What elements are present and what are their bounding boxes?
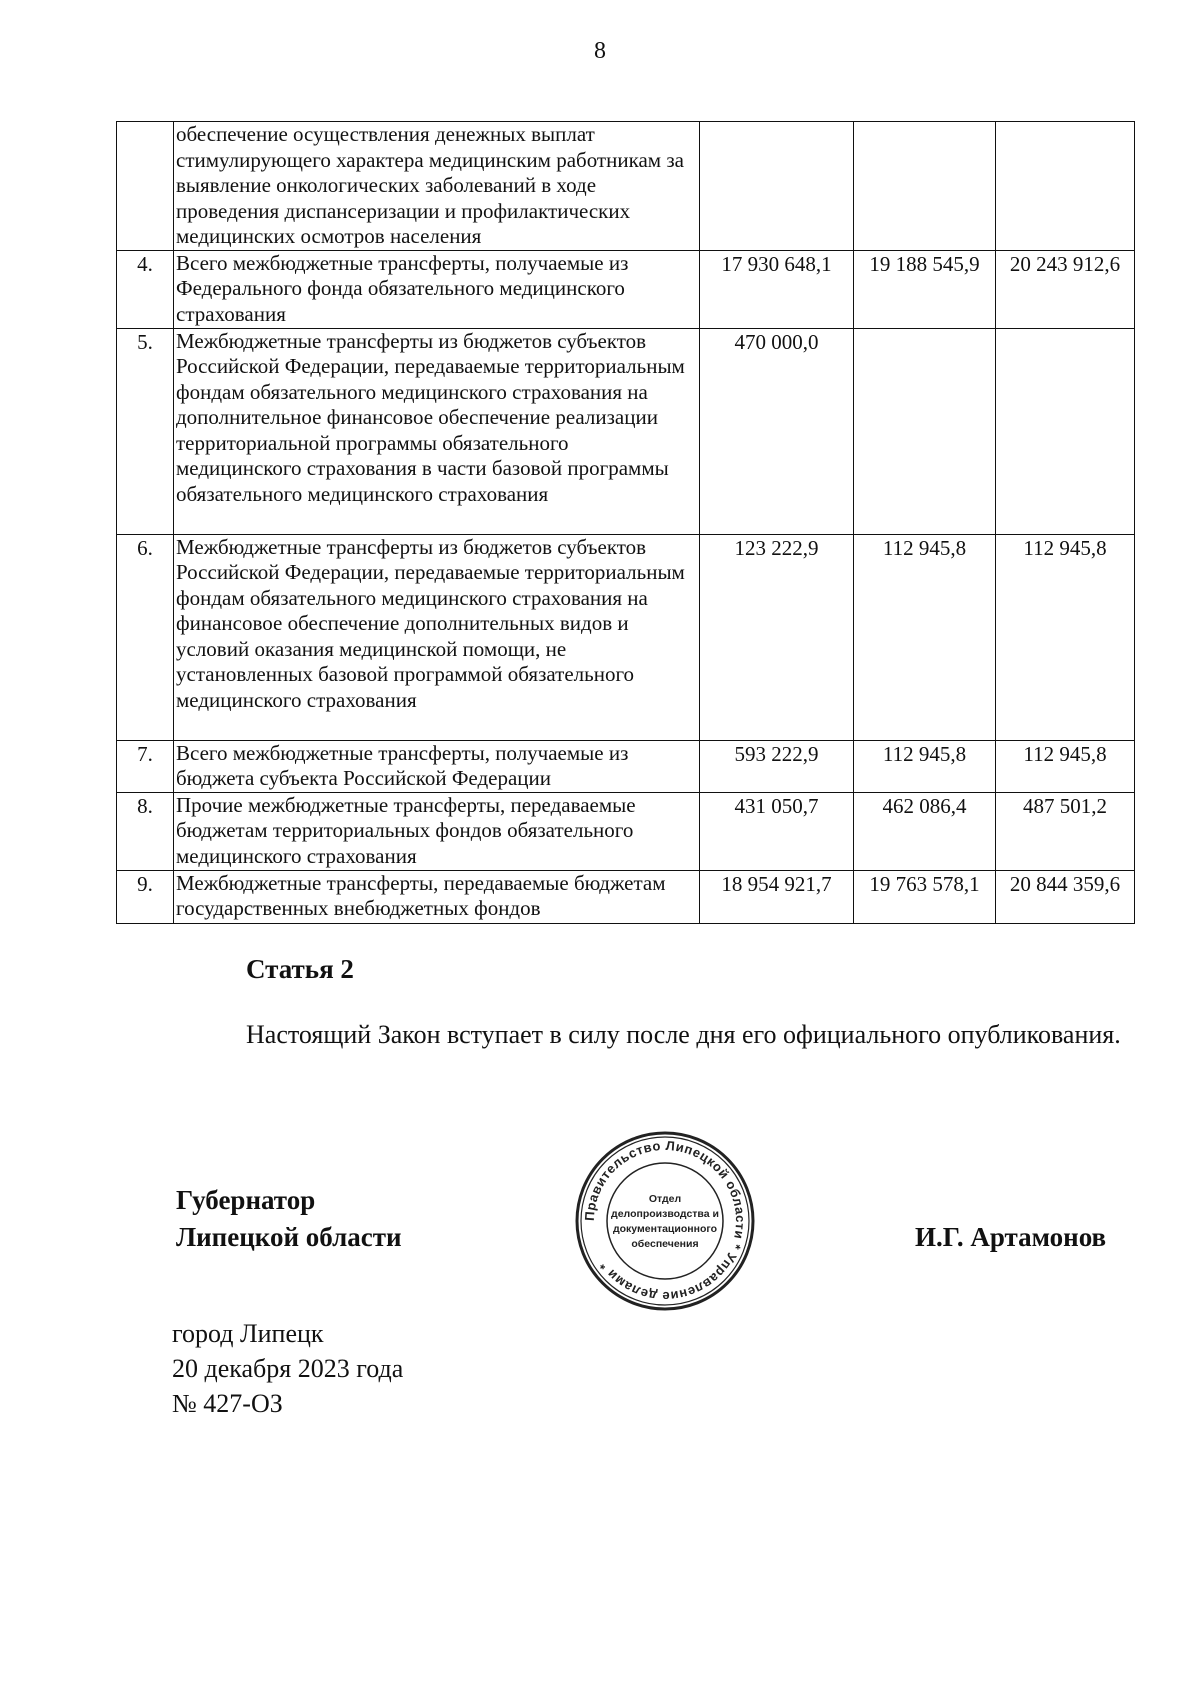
row-value-1 (700, 122, 854, 251)
row-value-3: 487 501,2 (996, 792, 1135, 870)
row-value-2: 19 763 578,1 (854, 870, 996, 923)
row-description: Прочие межбюджетные трансферты, передаваемые бюджетам территориальных фондов обязательного медицинского страхования (174, 792, 700, 870)
table-row (117, 250, 1135, 328)
official-seal-stamp (574, 1130, 756, 1312)
row-number: 4. (117, 250, 174, 328)
row-number (117, 122, 174, 251)
transfers-table (116, 121, 1135, 924)
table-row (117, 870, 1135, 923)
signing-place: город Липецк (172, 1319, 324, 1348)
seal-inner-line2: делопроизводства и (611, 1208, 719, 1220)
row-number: 6. (117, 534, 174, 740)
row-value-2: 462 086,4 (854, 792, 996, 870)
table-row (117, 122, 1135, 251)
row-value-2 (854, 328, 996, 534)
row-value-3 (996, 122, 1135, 251)
seal-inner-line1: Отдел (648, 1193, 682, 1205)
seal-outer-text: Правительство Липецкой области * Управление делами * (581, 1137, 749, 1305)
row-description: Всего межбюджетные трансферты, получаемые из бюджета субъекта Российской Федерации (174, 740, 700, 792)
article-title: Статья 2 (246, 954, 354, 984)
governor-position-line2: Липецкой области (176, 1222, 402, 1252)
table-row (117, 328, 1135, 534)
row-value-1: 593 222,9 (700, 740, 854, 792)
law-number: № 427-ОЗ (172, 1389, 283, 1418)
governor-name: И.Г. Артамонов (915, 1222, 1107, 1252)
row-number: 9. (117, 870, 174, 923)
row-number: 8. (117, 792, 174, 870)
row-description: Межбюджетные трансферты из бюджетов субъектов Российской Федерации, передаваемые территориальным фондам обязательного медицинского страхования на финансовое обеспечение дополнительных видов и условий оказания медицинской помощи, не установленных базовой программой обязательного медицинского страхования (174, 534, 700, 740)
row-value-1: 470 000,0 (700, 328, 854, 534)
row-value-1: 18 954 921,7 (700, 870, 854, 923)
table-row (117, 792, 1135, 870)
article-text: Настоящий Закон вступает в силу после дня его официального опубликования. (246, 1020, 1121, 1049)
row-value-3 (996, 328, 1135, 534)
row-value-1: 123 222,9 (700, 534, 854, 740)
row-number: 7. (117, 740, 174, 792)
seal-inner-line3: документационного (612, 1223, 718, 1235)
seal-inner-line4: обеспечения (631, 1238, 699, 1250)
table-row (117, 740, 1135, 792)
row-description: Межбюджетные трансферты из бюджетов субъектов Российской Федерации, передаваемые территориальным фондам обязательного медицинского страхования на дополнительное финансовое обеспечение реализации территориальной программы обязательного медицинского страхования в части базовой программы обязательного медицинского страхования (174, 328, 700, 534)
row-description: Межбюджетные трансферты, передаваемые бюджетам государственных внебюджетных фондов (174, 870, 700, 923)
row-description: обеспечение осуществления денежных выплат стимулирующего характера медицинским работникам за выявление онкологических заболеваний в ходе проведения диспансеризации и профилактических медицинских осмотров населения (174, 122, 700, 251)
row-value-2: 112 945,8 (854, 534, 996, 740)
row-value-1: 431 050,7 (700, 792, 854, 870)
page-number: 8 (594, 38, 606, 64)
governor-title (176, 1182, 402, 1256)
table-body (117, 122, 1135, 924)
row-value-3: 20 844 359,6 (996, 870, 1135, 923)
row-value-3: 112 945,8 (996, 534, 1135, 740)
table-row (117, 534, 1135, 740)
row-description: Всего межбюджетные трансферты, получаемые из Федерального фонда обязательного медицинского страхования (174, 250, 700, 328)
governor-position-line1: Губернатор (176, 1185, 316, 1215)
row-value-2: 19 188 545,9 (854, 250, 996, 328)
row-value-3: 20 243 912,6 (996, 250, 1135, 328)
signing-date: 20 декабря 2023 года (172, 1354, 404, 1383)
row-value-1: 17 930 648,1 (700, 250, 854, 328)
signing-details (172, 1316, 403, 1421)
row-value-3: 112 945,8 (996, 740, 1135, 792)
row-number: 5. (117, 328, 174, 534)
row-value-2 (854, 122, 996, 251)
row-value-2: 112 945,8 (854, 740, 996, 792)
